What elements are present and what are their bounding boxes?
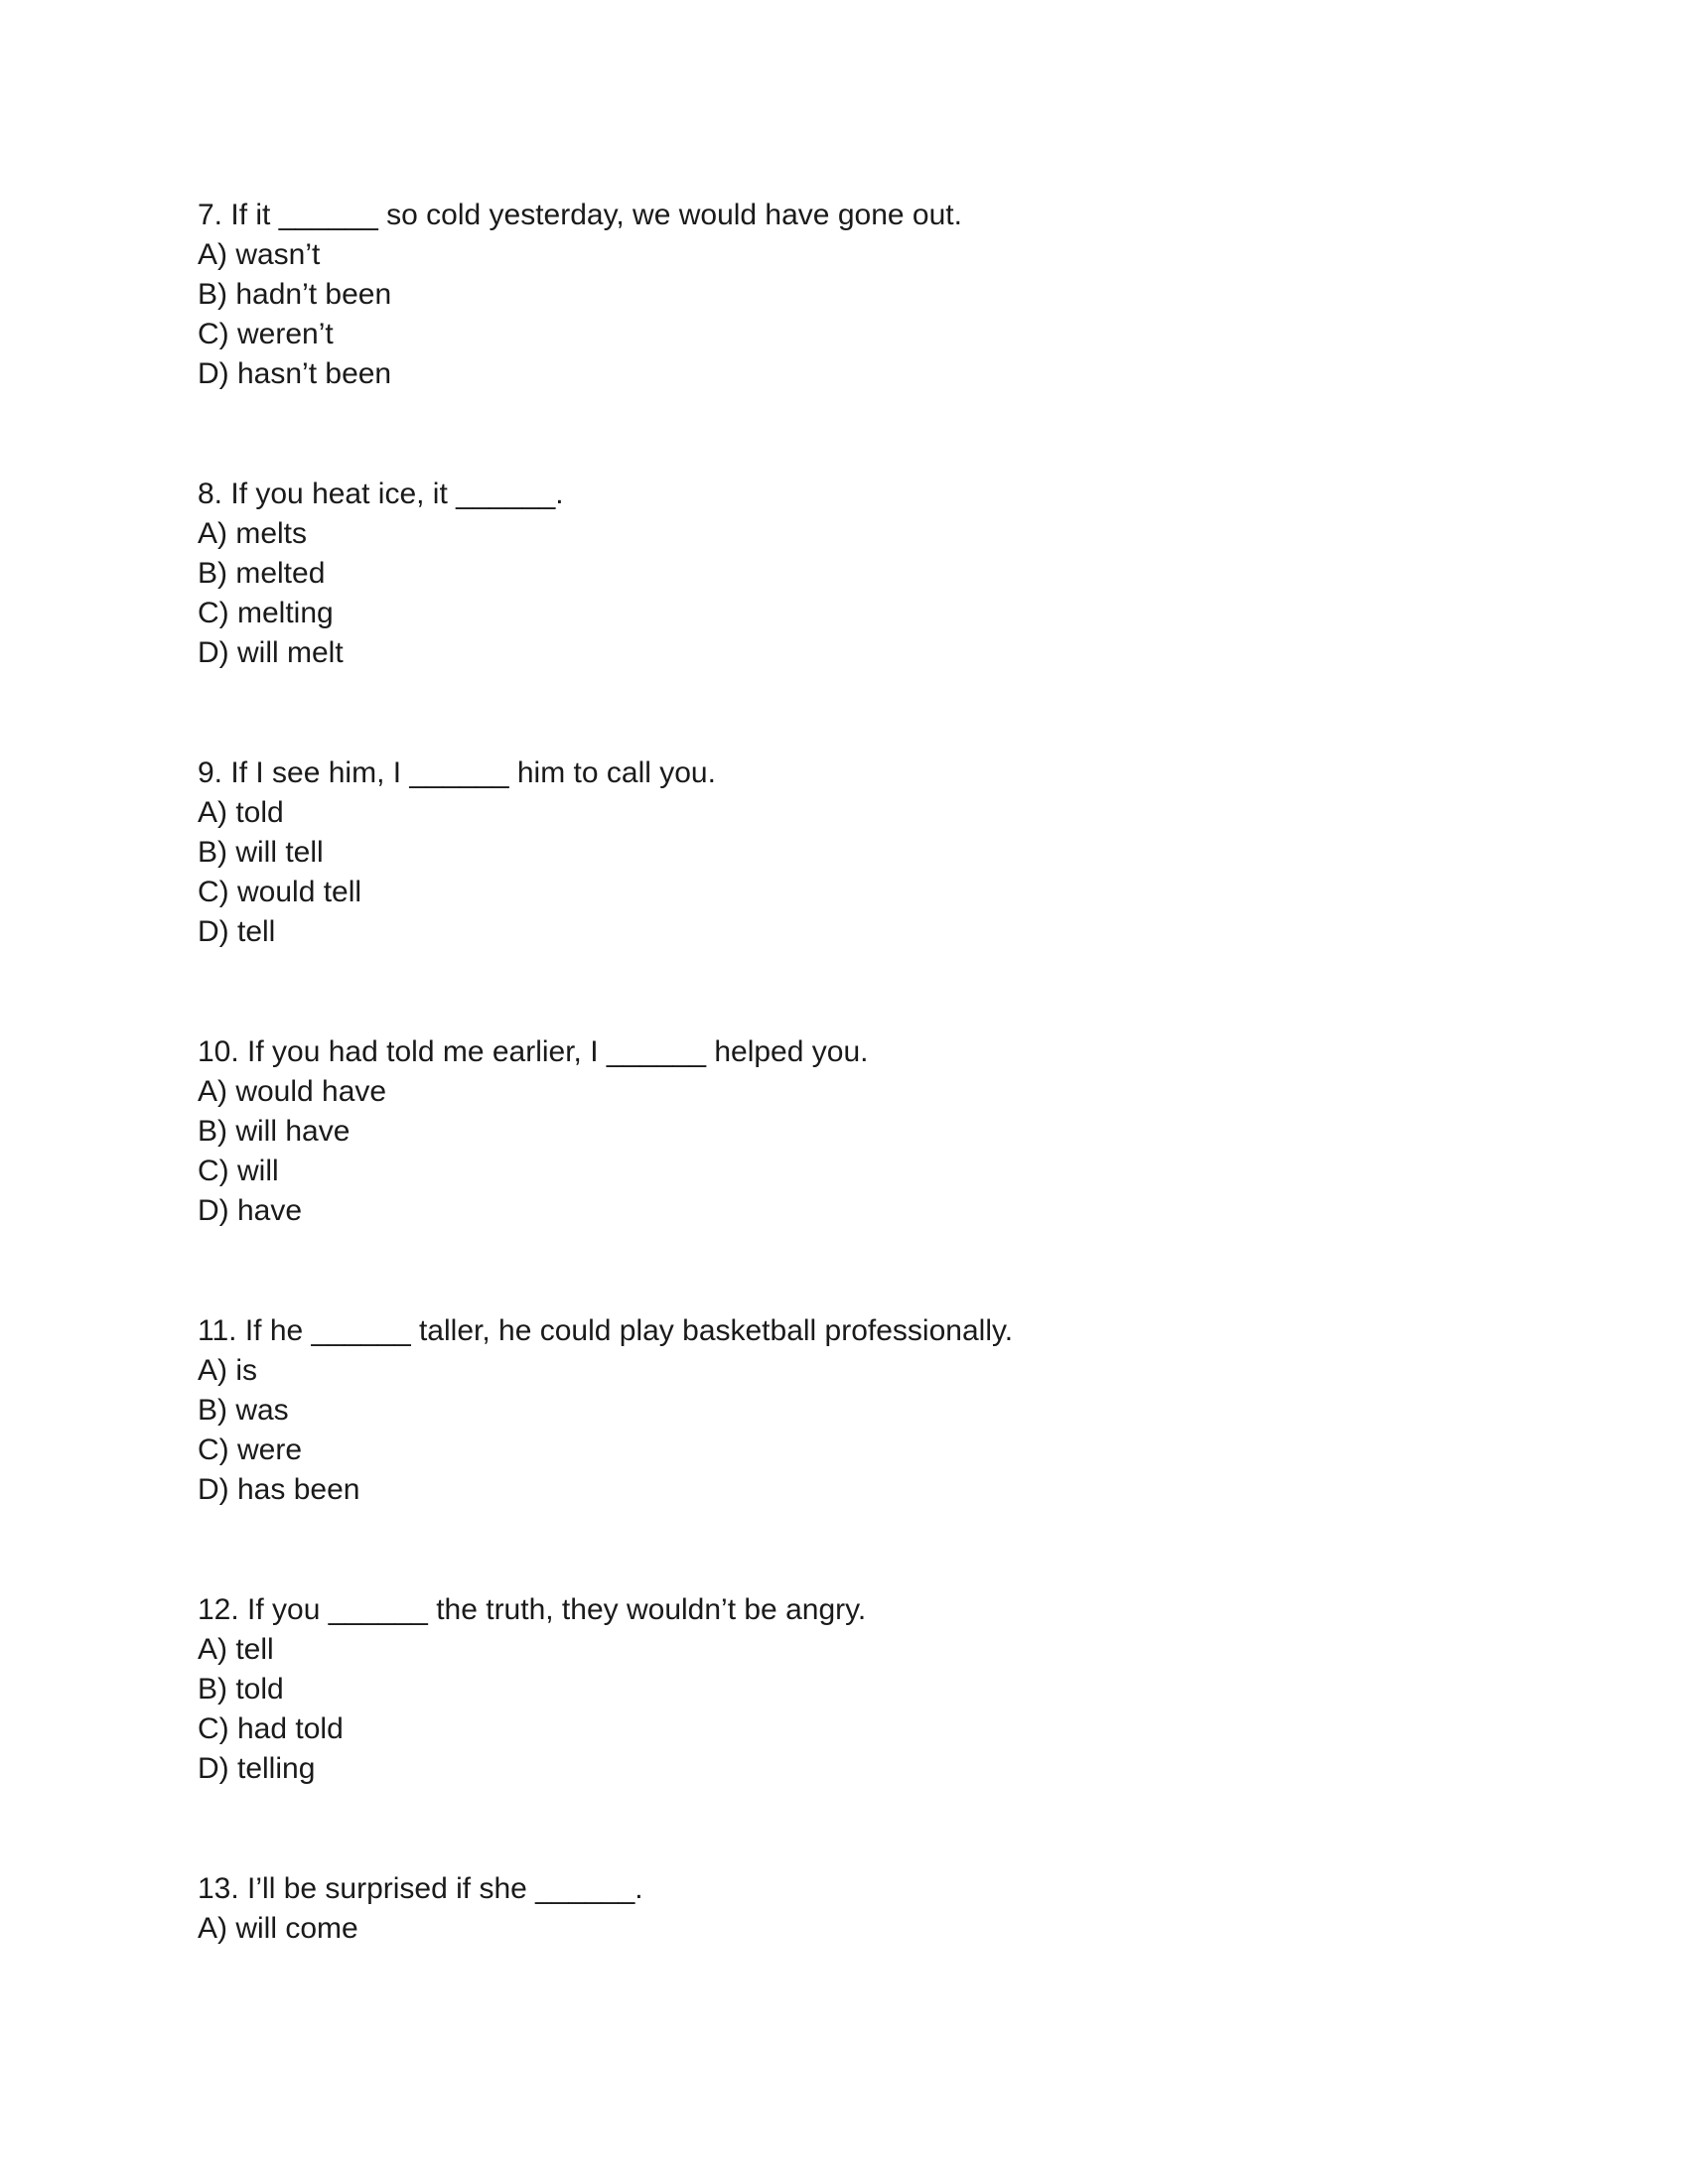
answer-option-d: D) hasn’t been [198, 357, 392, 390]
question-stem: 8. If you heat ice, it ______. [198, 478, 564, 510]
answer-option-a: A) would have [198, 1075, 387, 1108]
answer-option-a: A) will come [198, 1912, 358, 1945]
answer-option-c: C) melting [198, 597, 334, 629]
question-8 [198, 475, 1488, 673]
question-11 [198, 1311, 1488, 1510]
answer-option-a: A) wasn’t [198, 238, 321, 271]
question-stem: 13. I’ll be surprised if she ______. [198, 1872, 643, 1905]
question-stem: 7. If it ______ so cold yesterday, we would have gone out. [198, 199, 962, 231]
answer-option-b: B) will have [198, 1115, 351, 1148]
question-13 [198, 1869, 1488, 1949]
answer-option-d: D) will melt [198, 636, 344, 669]
question-stem: 11. If he ______ taller, he could play basketball professionally. [198, 1314, 1014, 1347]
question-9 [198, 753, 1488, 952]
question-12 [198, 1590, 1488, 1789]
question-7 [198, 196, 1488, 394]
answer-option-b: B) told [198, 1673, 284, 1706]
answer-option-d: D) tell [198, 915, 276, 948]
question-stem: 9. If I see him, I ______ him to call you. [198, 756, 716, 789]
answer-option-b: B) melted [198, 557, 326, 590]
answer-option-a: A) melts [198, 517, 308, 550]
answer-option-d: D) telling [198, 1752, 316, 1785]
answer-option-b: B) hadn’t been [198, 278, 392, 311]
answer-option-c: C) weren’t [198, 318, 334, 350]
answer-option-b: B) was [198, 1394, 289, 1427]
answer-option-a: A) tell [198, 1633, 274, 1666]
answer-option-c: C) will [198, 1155, 279, 1187]
answer-option-c: C) had told [198, 1712, 344, 1745]
answer-option-a: A) told [198, 796, 284, 829]
answer-option-b: B) will tell [198, 836, 324, 869]
answer-option-d: D) has been [198, 1473, 360, 1506]
question-10 [198, 1032, 1488, 1231]
answer-option-a: A) is [198, 1354, 257, 1387]
question-stem: 12. If you ______ the truth, they wouldn’t be angry. [198, 1593, 867, 1626]
question-stem: 10. If you had told me earlier, I ______ helped you. [198, 1035, 869, 1068]
answer-option-c: C) would tell [198, 876, 362, 908]
answer-option-c: C) were [198, 1433, 303, 1466]
answer-option-d: D) have [198, 1194, 303, 1227]
